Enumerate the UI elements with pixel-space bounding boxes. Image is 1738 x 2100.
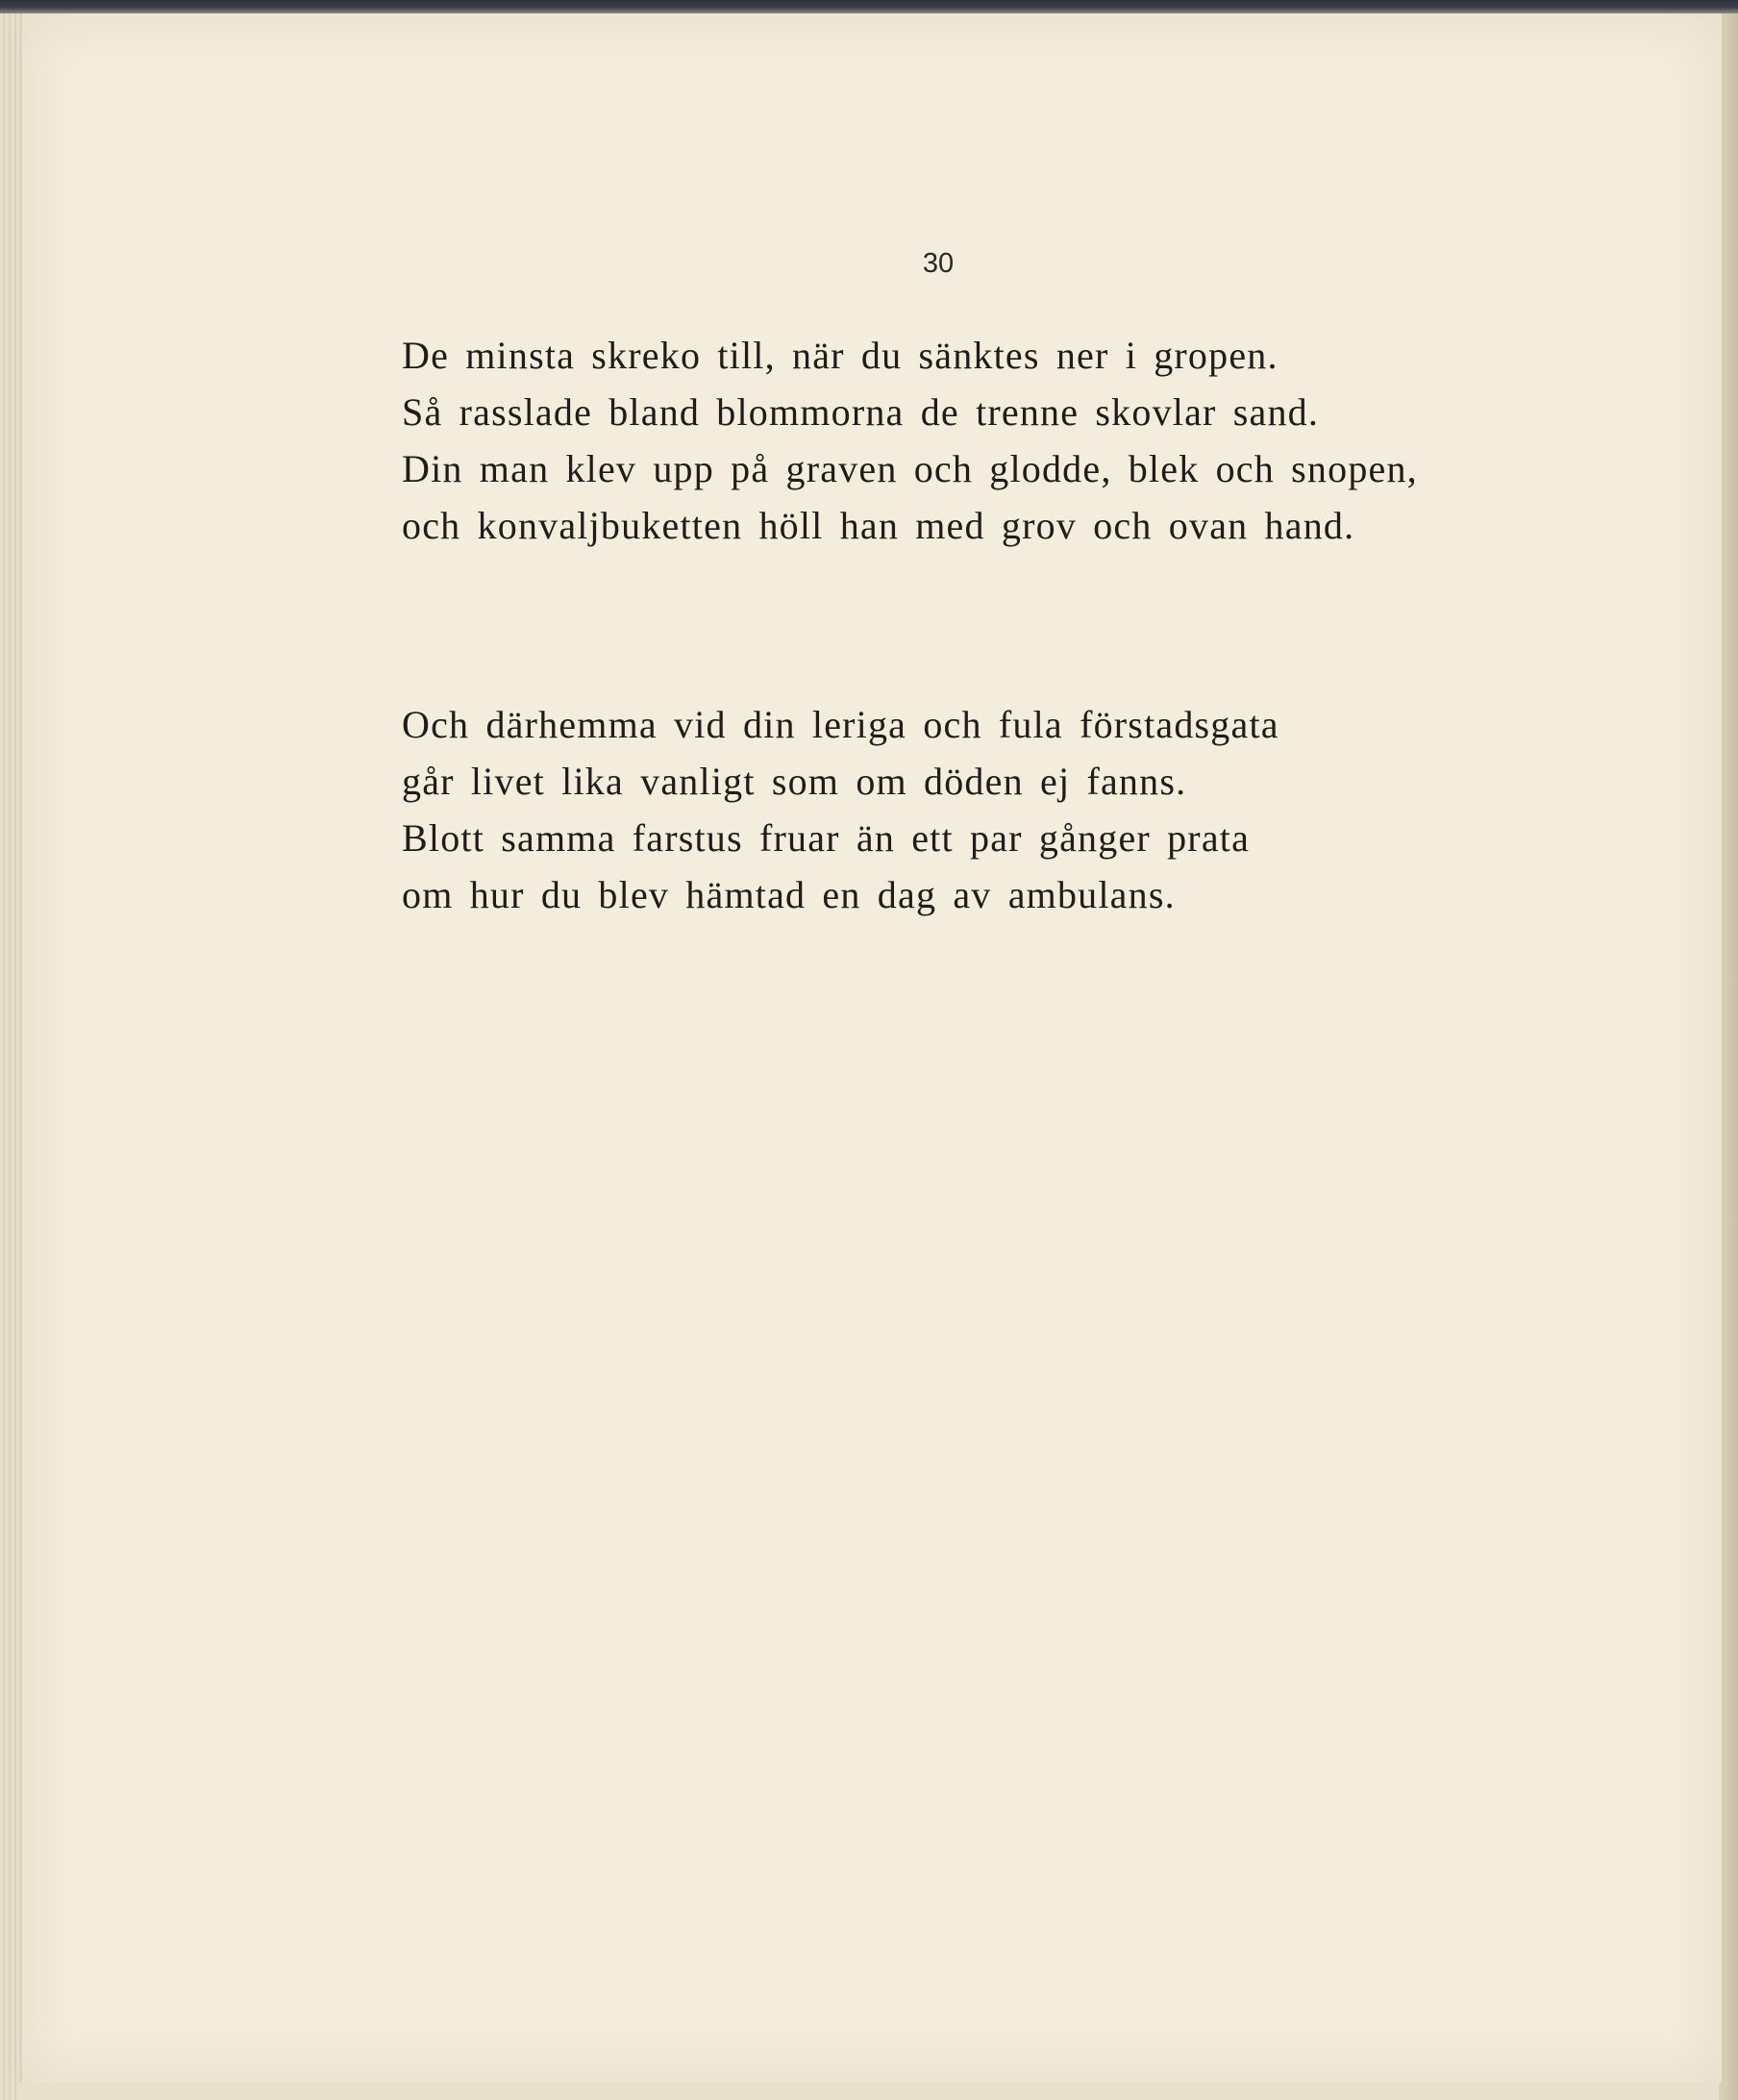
stanza-1 [402,327,1418,554]
poem-line: går livet lika vanligt som om döden ej fanns. [402,760,1187,803]
book-top-edge [0,0,1738,13]
poem-line: och konvaljbuketten höll han med grov och ovan hand. [402,504,1355,547]
poem-line: Blott samma farstus fruar än ett par gånger prata [402,816,1251,860]
page-stack-left-edge [0,13,19,2100]
stanza-2 [402,696,1279,923]
poem-line: Så rasslade bland blommorna de trenne skovlar sand. [402,390,1320,434]
poem-line: om hur du blev hämtad en dag av ambulans. [402,873,1176,916]
poem-line: Din man klev upp på graven och glodde, blek och snopen, [402,447,1418,490]
poem-line: Och därhemma vid din leriga och fula förstadsgata [402,703,1279,746]
poem-line: De minsta skreko till, när du sänktes ner i gropen. [402,334,1279,377]
page-sheet [19,13,1726,2083]
page-number: 30 [922,248,955,279]
